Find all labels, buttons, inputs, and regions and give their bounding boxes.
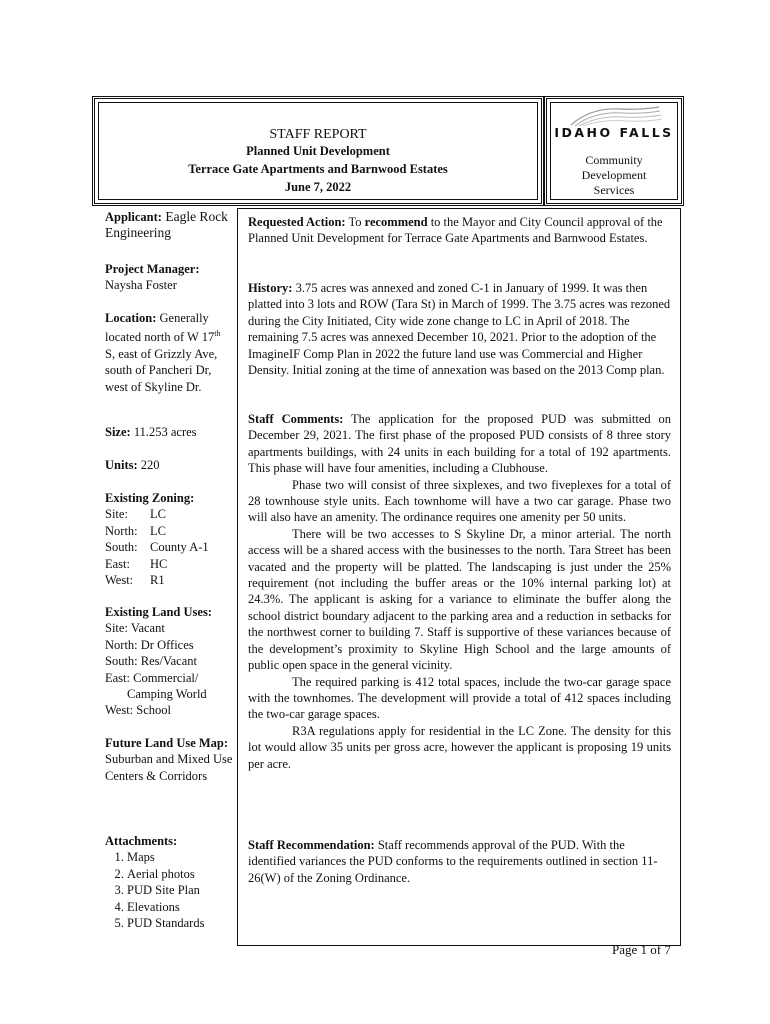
dept-line-2: Development	[581, 168, 647, 182]
location-block	[105, 310, 233, 395]
land-use-item: North: Dr Offices	[105, 637, 194, 652]
project-name: Terrace Gate Apartments and Barnwood Estates	[188, 162, 448, 176]
staff-comments-p5: R3A regulations apply for residential in the LC Zone. The density for this lot would allow 35 units per gross acre, however the applicant is proposing 19 units per acre.	[248, 723, 671, 771]
department-name	[547, 153, 681, 198]
logo-wordmark: IDAHO FALLS	[554, 125, 674, 140]
applicant-block	[105, 209, 233, 242]
zoning-label: Existing Zoning:	[105, 491, 195, 505]
land-use-item: South: Res/Vacant	[105, 654, 198, 669]
recommendation-label: Staff Recommendation:	[248, 838, 375, 852]
flu-label: Future Land Use Map:	[105, 736, 229, 750]
dept-line-1: Community	[585, 153, 643, 167]
sidebar	[98, 208, 238, 946]
report-type: Planned Unit Development	[246, 144, 390, 158]
pm-value: Naysha Foster	[105, 278, 177, 293]
city-logo-box	[544, 96, 684, 206]
size-value: 11.253 acres	[133, 425, 197, 439]
staff-comments-label: Staff Comments:	[248, 412, 344, 426]
applicant-value: Eagle Rock Engineering	[105, 209, 228, 241]
attachment-item: 5. PUD Standards	[127, 915, 233, 931]
requested-action-text-b: to the Mayor and City Council approval of the Planned Unit Development for Terrace Gate Apartments and Barnwood Estates.	[248, 215, 663, 246]
staff-recommendation	[248, 837, 671, 886]
future-land-use-block	[105, 735, 233, 784]
flu-value: Suburban and Mixed Use Centers & Corridors	[105, 752, 233, 783]
applicant-label: Applicant:	[105, 210, 162, 224]
idaho-falls-logo-icon	[561, 105, 665, 127]
land-use-block	[105, 604, 233, 719]
attachment-item: 3. PUD Site Plan	[127, 882, 233, 898]
land-use-item: Camping World	[127, 687, 207, 702]
history-section	[248, 280, 671, 378]
units-value: 220	[140, 458, 160, 472]
zoning-row: East: HC	[105, 556, 168, 571]
report-date: June 7, 2022	[284, 180, 352, 194]
attachment-item: 2. Aerial photos	[127, 866, 233, 882]
land-use-item: West: School	[105, 703, 172, 718]
units-block	[105, 457, 233, 473]
location-value-b: S, east of Grizzly Ave, south of Pancheri Dr, west of Skyline Dr.	[105, 346, 218, 394]
land-use-item: Site: Vacant	[105, 621, 165, 636]
report-header	[92, 96, 544, 206]
history-label: History:	[248, 281, 293, 295]
history-text: 3.75 acres was annexed and zoned C-1 in January of 1999. It was then platted into 3 lots and ROW (Tara St) in March of 1999. The 3.75 acres was rezoned during the City Initiated, City wide zone change to LC in April of 2018. The remaining 7.5 acres was annexed December 10, 2021. Prior to the adoption of the ImagineIF Comp Plan in 2022 the future land use was Commercial and Higher Density. Initial zoning at the time of annexation was based on the 2013 Comp plan.	[248, 281, 671, 378]
requested-action	[248, 214, 671, 247]
recommendation-text: Staff recommends approval of the PUD. With the identified variances the PUD conforms to the requirements outlined in section 11-26(W) of the Zoning Ordinance.	[248, 838, 658, 885]
attachments-label: Attachments:	[105, 834, 178, 848]
zoning-row: North: LC	[105, 523, 166, 538]
report-title: STAFF REPORT	[269, 127, 367, 142]
location-value-a: Generally located north of W 17	[105, 311, 215, 345]
land-use-label: Existing Land Uses:	[105, 605, 212, 619]
zoning-row: South: County A-1	[105, 540, 209, 555]
location-label: Location:	[105, 311, 157, 325]
staff-comments-p3: There will be two accesses to S Skyline Dr, a minor arterial. The north access will be a shared access with the businesses to the north. Tara Street has been vacated and the property will be platted. The landscaping is just under the 25% requirement (not including the buffer areas or the 10% internal parking lot) at 24.3%. The applicant is asking for a variance to eliminate the buffer along the school district boundary adjacent to the parking area and a reduction in setbacks for the northwest corner to building 7. Staff is supportive of these variances because of the development’s proximity to Skyline High School and the large amounts of public open space in the general vicinity.	[248, 526, 671, 673]
location-sup: th	[214, 329, 221, 339]
attachments-block	[105, 833, 233, 931]
staff-comments-section	[248, 411, 671, 772]
dept-line-3: Services	[593, 183, 635, 197]
main-content	[238, 208, 681, 946]
attachment-item: 4. Elevations	[127, 899, 233, 915]
page-number: Page 1 of 7	[612, 942, 671, 957]
size-block	[105, 424, 233, 440]
staff-comments-p2: Phase two will consist of three sixplexes, and two fiveplexes for a total of 28 townhouse style units. Each townhome will have a two car garage. Phase two will also have an amenity. The ordinance requires one amenity per 50 units.	[248, 477, 671, 525]
zoning-row: Site: LC	[105, 507, 166, 522]
staff-comments-p4: The required parking is 412 total spaces, include the two-car garage space with the townhomes. The development will provide a total of 412 spaces including the two-car garage spaces.	[248, 674, 671, 722]
land-use-item: East: Commercial/	[105, 670, 199, 685]
requested-action-bold: recommend	[364, 215, 428, 229]
attachments-list	[105, 849, 233, 931]
staff-comments-p1: The application for the proposed PUD was submitted on December 29, 2021. The first phase of the proposed PUD consists of 8 three story apartments buildings, with 24 units in each building for a total of 192 apartments. This phase will have four amenities, including a Clubhouse.	[248, 412, 672, 476]
size-label: Size:	[105, 425, 131, 439]
requested-action-label: Requested Action:	[248, 215, 346, 229]
project-manager-block	[105, 261, 233, 294]
zoning-row: West: R1	[105, 573, 165, 588]
units-label: Units:	[105, 458, 138, 472]
attachment-item: 1. Maps	[127, 849, 233, 865]
requested-action-text-a: To	[348, 215, 365, 229]
pm-label: Project Manager:	[105, 262, 200, 276]
zoning-block	[105, 490, 233, 588]
